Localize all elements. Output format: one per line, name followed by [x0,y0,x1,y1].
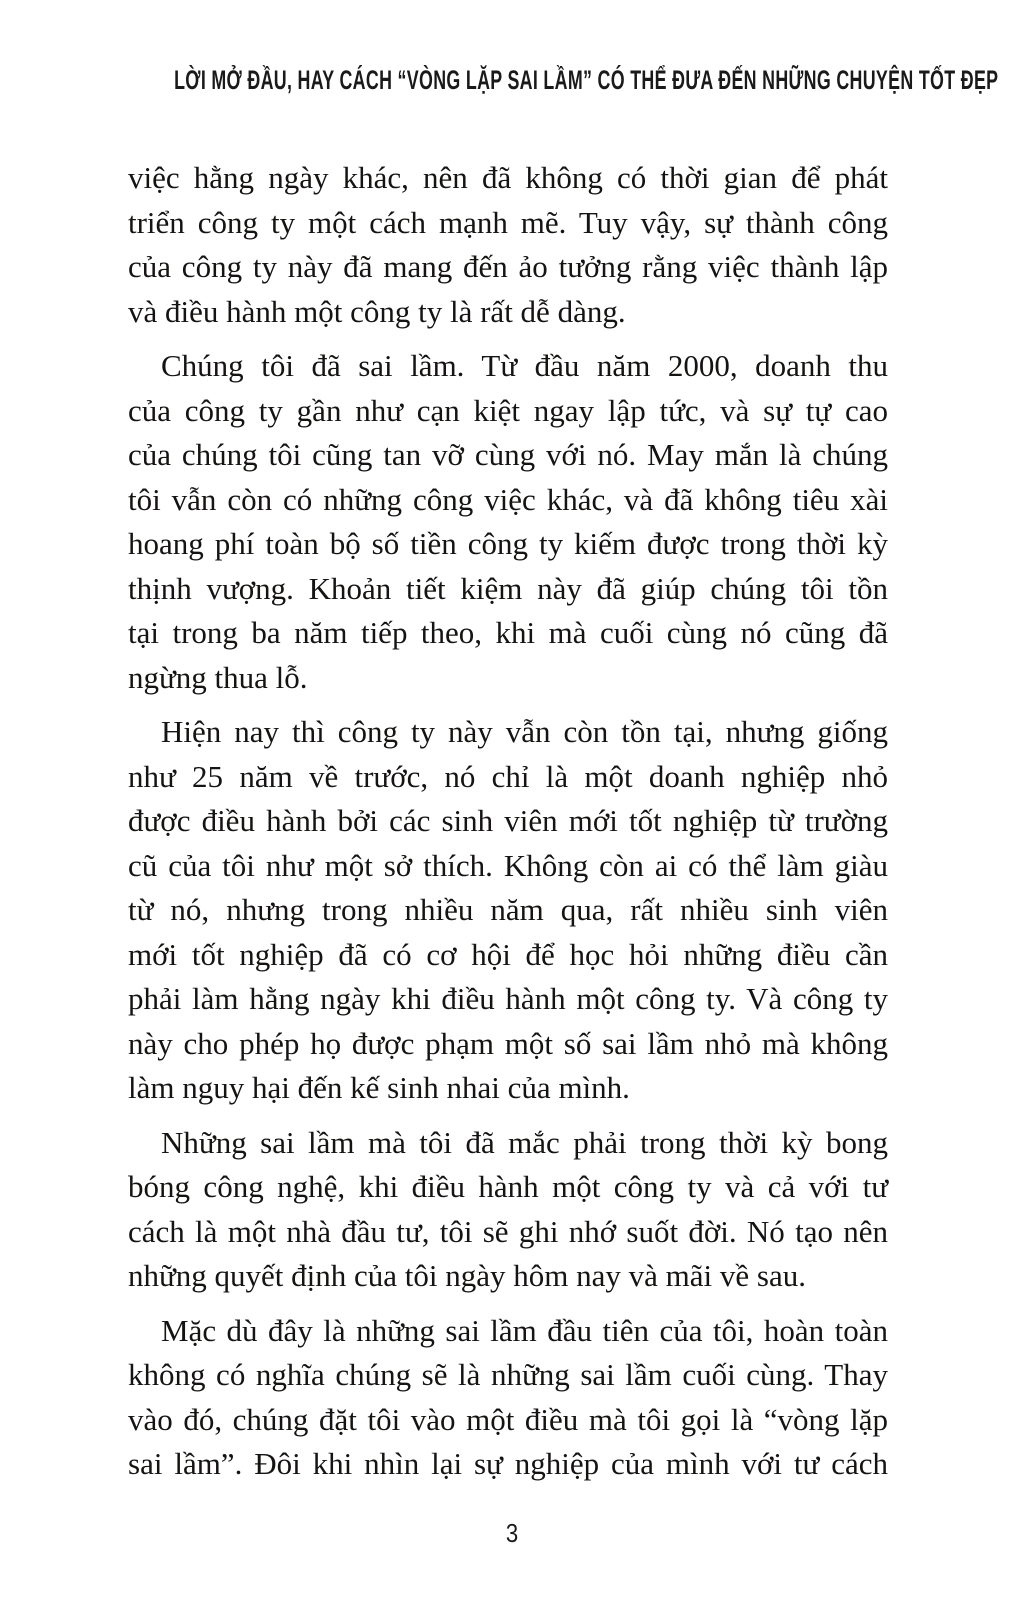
text-line: từ nó, nhưng trong nhiều năm qua, rất nhiều sinh viên [128,892,888,927]
text-line: hoang phí toàn bộ số tiền công ty kiếm được trong thời kỳ [128,526,888,561]
text-line: này cho phép họ được phạm một số sai lầm nhỏ mà không [128,1025,888,1061]
paragraph [128,344,888,700]
text-line: thịnh vượng. Khoản tiết kiệm này đã giúp chúng tôi tồn [128,570,888,606]
text-line: Mặc dù đây là những sai lầm đầu tiên của tôi, hoàn toàn [161,1312,888,1348]
paragraph [128,156,888,334]
text-line: của công ty gần như cạn kiệt ngay lập tức, và sự tự cao [128,392,888,428]
text-line: không có nghĩa chúng sẽ là những sai lầm cuối cùng. Thay [128,1357,888,1392]
body-text [128,156,888,1497]
text-line: tôi vẫn còn có những công việc khác, và đã không tiêu xài [128,481,888,517]
text-line: Chúng tôi đã sai lầm. Từ đầu năm 2000, doanh thu [161,348,888,383]
text-line: bóng công nghệ, khi điều hành một công ty và cả với tư [128,1169,888,1204]
text-line: Hiện nay thì công ty này vẫn còn tồn tại, nhưng giống [161,714,888,749]
text-line: của công ty này đã mang đến ảo tưởng rằng việc thành lập [128,249,888,284]
text-line: cũ của tôi như một sở thích. Không còn ai có thể làm giàu [128,847,888,883]
text-line: triển công ty một cách mạnh mẽ. Tuy vậy, sự thành công [128,204,888,240]
text-line: phải làm hằng ngày khi điều hành một công ty. Và công ty [128,981,888,1016]
text-line: việc hằng ngày khác, nên đã không có thời gian để phát [128,160,888,195]
text-line: vào đó, chúng đặt tôi vào một điều mà tôi gọi là “vòng lặp [128,1401,888,1437]
text-line: sai lầm”. Đôi khi nhìn lại sự nghiệp của mình với tư cách [128,1446,888,1481]
text-line: mới tốt nghiệp đã có cơ hội để học hỏi những điều cần [128,936,888,972]
paragraph [128,1309,888,1487]
page-number: 3 [505,1518,519,1548]
paragraph [128,1121,888,1299]
text-line: Những sai lầm mà tôi đã mắc phải trong thời kỳ bong [161,1124,888,1160]
running-header: LỜI MỞ ĐẦU, HAY CÁCH “VÒNG LẶP SAI LẦM” CÓ THỂ ĐƯA ĐẾN NHỮNG CHUYỆN TỐT ĐẸP [174,65,999,95]
text-line: ngừng thua lỗ. [128,659,308,695]
text-line: và điều hành một công ty là rất dễ dàng. [128,293,626,329]
text-line: những quyết định của tôi ngày hôm nay và mãi về sau. [128,1258,806,1293]
text-line: làm nguy hại đến kế sinh nhai của mình. [128,1070,630,1105]
paragraph [128,710,888,1111]
text-line: như 25 năm về trước, nó chỉ là một doanh nghiệp nhỏ [128,758,888,794]
text-line: được điều hành bởi các sinh viên mới tốt nghiệp từ trường [128,803,888,838]
text-line: cách là một nhà đầu tư, tôi sẽ ghi nhớ suốt đời. Nó tạo nên [128,1213,888,1249]
text-line: tại trong ba năm tiếp theo, khi mà cuối cùng nó cũng đã [128,615,888,650]
text-line: của chúng tôi cũng tan vỡ cùng với nó. May mắn là chúng [128,437,888,472]
